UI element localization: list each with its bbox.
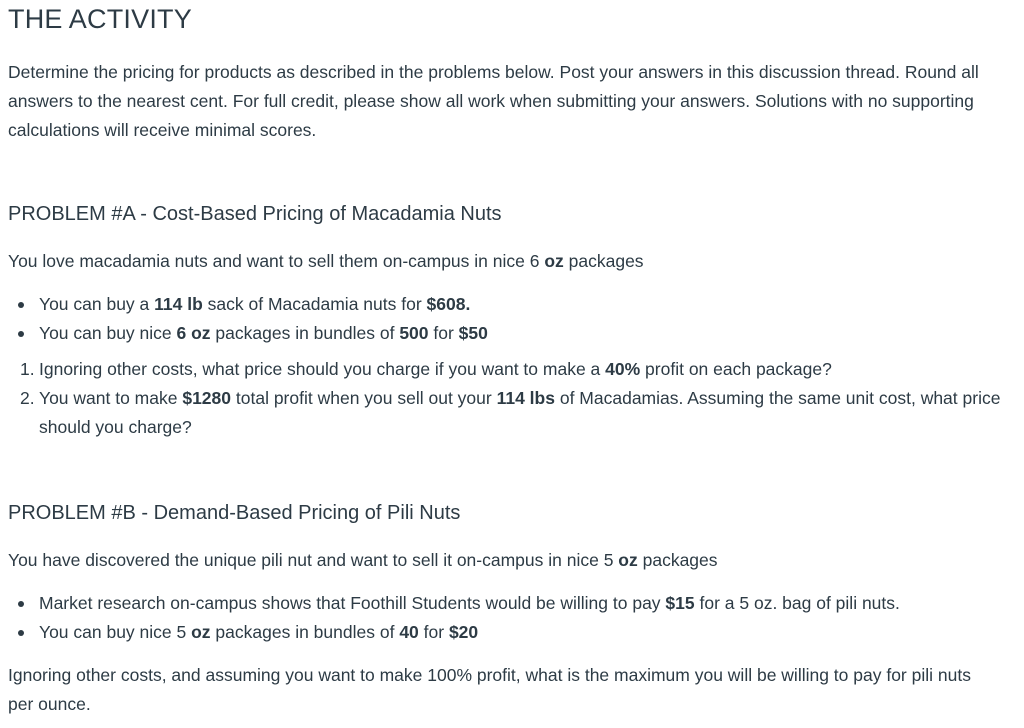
activity-intro: Determine the pricing for products as described in the problems below. Post your answers in this discussion thread. Round all answers to the nearest cent. For full credit, please show all work when submitting your answers. Solutions with no supporting calculations will receive minimal scores.	[8, 62, 979, 140]
problem-b-bullet-list	[8, 589, 900, 647]
list-item: 2. You want to make $1280 total profit when you sell out your 114 lbs of Macadamias. Assuming the same unit cost, what price should you charge?	[20, 388, 1001, 437]
problem-a-title: PROBLEM #A - Cost-Based Pricing of Macadamia Nuts	[8, 203, 502, 225]
activity-title: THE ACTIVITY	[8, 4, 192, 34]
problem-b-question: Ignoring other costs, and assuming you want to make 100% profit, what is the maximum you will be willing to pay for pili nuts per ounce.	[8, 665, 971, 714]
problem-b-title: PROBLEM #B - Demand-Based Pricing of Pili Nuts	[8, 502, 461, 524]
problem-b-intro: You have discovered the unique pili nut and want to sell it on-campus in nice 5 oz packages	[8, 550, 718, 570]
problem-a-question-list	[8, 355, 1008, 442]
list-item: You can buy nice 5 oz packages in bundles of 40 for $20	[8, 618, 900, 647]
list-item: You can buy nice 6 oz packages in bundles of 500 for $50	[8, 319, 488, 348]
problem-a-bullet-list	[8, 290, 488, 348]
list-item: Market research on-campus shows that Foothill Students would be willing to pay $15 for a 5 oz. bag of pili nuts.	[8, 589, 900, 618]
problem-a-intro: You love macadamia nuts and want to sell them on-campus in nice 6 oz packages	[8, 251, 644, 271]
list-item: You can buy a 114 lb sack of Macadamia nuts for $608.	[8, 290, 488, 319]
list-item: 1. Ignoring other costs, what price should you charge if you want to make a 40% profit on each package?	[20, 359, 832, 379]
